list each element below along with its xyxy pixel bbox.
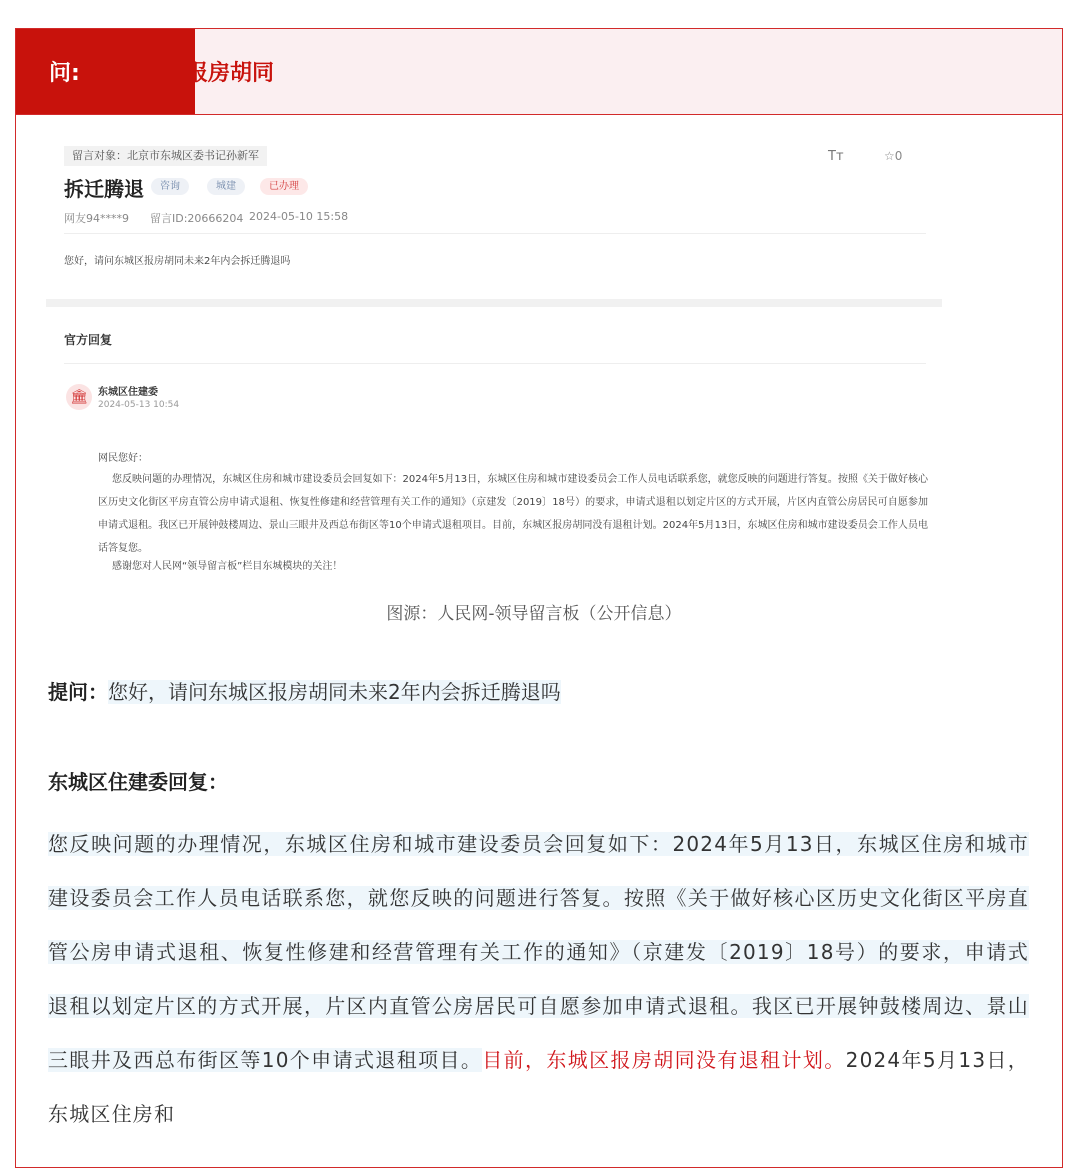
question-text: 您好，请问东城区报房胡同未来2年内会拆迁腾退吗 (108, 680, 561, 704)
message-target: 留言对象：北京市东城区委书记孙新军 (64, 146, 267, 166)
question-title: 报房胡同 (186, 61, 275, 86)
article-highlight: 目前，东城区报房胡同没有退租计划。 (482, 1048, 846, 1072)
tag-consult: 咨询 (151, 178, 189, 195)
question-prefix: 提问： (48, 680, 108, 704)
reply-heading: 东城区住建委回复： (48, 770, 228, 794)
favorite-star-icon[interactable]: ☆0 (884, 149, 903, 163)
reply-greeting: 网民您好： (98, 453, 148, 464)
reply-thanks: 感谢您对人民网“领导留言板”栏目东城模块的关注！ (112, 561, 343, 572)
image-source-caption: 图源：人民网-领导留言板（公开信息） (386, 604, 682, 624)
reply-time: 2024-05-13 10:54 (98, 400, 180, 410)
reply-text: 您反映问题的办理情况，东城区住房和城市建设委员会回复如下：2024年5月13日，东城区住房和城市建设委员会工作人员电话联系您，就您反映的问题进行答复。按照《关于做好核心区历史文化街区平房直管公房申请式退租、恢复性修建和经营管理有关工作的通知》（京建发〔2019〕18号）的要求，申请式退租以划定片区的方式开展，片区内直管公房居民可自愿参加申请式退租。我区已开展钟鼓楼周边、景山三眼井及西总布街区等10个申请式退租项目。目前，东城区报房胡同没有退租计划。2024年5月13日，东城区住房和城市建设委员会工作人员电话答复您。 (98, 474, 928, 554)
message-body: 您好，请问东城区报房胡同未来2年内会拆迁腾退吗 (64, 256, 291, 267)
font-size-icon[interactable]: Tт (828, 149, 844, 164)
reply-org-name: 东城区住建委 (98, 387, 158, 398)
question-line (48, 676, 561, 705)
bank-icon: 🏛 (66, 384, 92, 410)
message-user: 网友94****9 (64, 212, 129, 225)
divider (64, 233, 926, 234)
question-label: 问: (49, 61, 80, 86)
tag-urban-construction: 城建 (207, 178, 245, 195)
article-part-2: 2024年5月13日，东城区住房和 (48, 1048, 1029, 1126)
message-time: 2024-05-10 15:58 (249, 210, 349, 223)
reply-article (48, 817, 1029, 1141)
divider (64, 363, 926, 364)
section-separator (46, 299, 942, 307)
official-reply-label: 官方回复 (64, 333, 113, 347)
tag-handled: 已办理 (260, 178, 308, 195)
article-part-1: 您反映问题的办理情况，东城区住房和城市建设委员会回复如下：2024年5月13日，东城区住房和城市建设委员会工作人员电话联系您，就您反映的问题进行答复。按照《关于做好核心区历史文化街区平房直管公房申请式退租、恢复性修建和经营管理有关工作的通知》（京建发〔2019〕18号）的要求，申请式退租以划定片区的方式开展，片区内直管公房居民可自愿参加申请式退租。我区已开展钟鼓楼周边、景山三眼井及西总布街区等10个申请式退租项目。 (48, 832, 1029, 1072)
message-title: 拆迁腾退 (64, 177, 144, 201)
message-id: 留言ID:20666204 (150, 212, 244, 225)
